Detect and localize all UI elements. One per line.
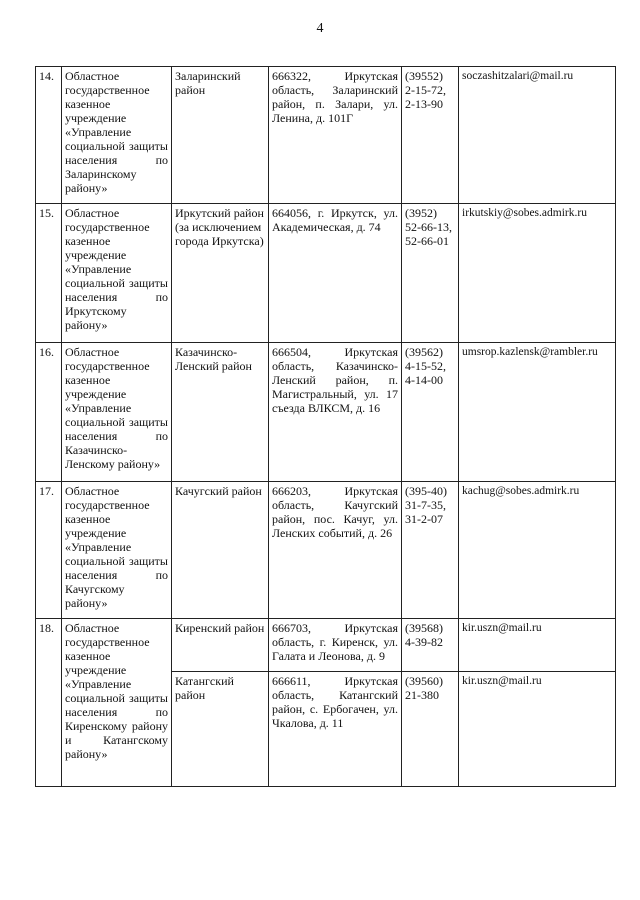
page-number: 4 <box>316 21 324 36</box>
phone: (39568) 4-39-82 <box>402 619 459 672</box>
row-number: 17. <box>36 482 62 619</box>
row-number: 16. <box>36 343 62 482</box>
row-number: 14. <box>36 67 62 204</box>
phone: (39552) 2-15-72, 2-13-90 <box>402 67 459 204</box>
organization-name: Областное государственное казенное учреждение «Управление социальной защиты населения по Иркутскому району» <box>62 204 172 343</box>
table-row <box>36 482 616 619</box>
district-name: Казачинско-Ленский район <box>172 343 269 482</box>
phone: (39562) 4-15-52, 4-14-00 <box>402 343 459 482</box>
district-name: Качугский район <box>172 482 269 619</box>
email: umsrop.kazlensk@rambler.ru <box>459 343 616 482</box>
district-name: Киренский район <box>172 619 269 672</box>
phone: (39560) 21-380 <box>402 672 459 787</box>
district-name: Заларинский район <box>172 67 269 204</box>
table-row <box>36 67 616 204</box>
email: irkutskiy@sobes.admirk.ru <box>459 204 616 343</box>
district-name: Катангский район <box>172 672 269 787</box>
row-number: 15. <box>36 204 62 343</box>
address: 666203, Иркутская область, Качугский район, пос. Качуг, ул. Ленских событий, д. 26 <box>269 482 402 619</box>
address: 666322, Иркутская область, Заларинский район, п. Залари, ул. Ленина, д. 101Г <box>269 67 402 204</box>
organization-name: Областное государственное казенное учреждение «Управление социальной защиты населения по Киренскому району и Катангскому району» <box>62 619 172 787</box>
organization-name: Областное государственное казенное учреждение «Управление социальной защиты населения по Качугскому району» <box>62 482 172 619</box>
address: 664056, г. Иркутск, ул. Академическая, д. 74 <box>269 204 402 343</box>
table-row <box>36 619 616 672</box>
address: 666611, Иркутская область, Катангский район, с. Ербогачен, ул. Чкалова, д. 11 <box>269 672 402 787</box>
organization-name: Областное государственное казенное учреждение «Управление социальной защиты населения по Заларинскому району» <box>62 67 172 204</box>
district-name: Иркутский район (за исключением города Иркутска) <box>172 204 269 343</box>
address: 666504, Иркутская область, Казачинско-Ленский район, п. Магистральный, ул. 17 съезда ВЛКСМ, д. 16 <box>269 343 402 482</box>
email: kir.uszn@mail.ru <box>459 672 616 787</box>
institutions-table <box>35 66 616 787</box>
table-row <box>36 204 616 343</box>
email: kachug@sobes.admirk.ru <box>459 482 616 619</box>
email: soczashitzalari@mail.ru <box>459 67 616 204</box>
email: kir.uszn@mail.ru <box>459 619 616 672</box>
organization-name: Областное государственное казенное учреждение «Управление социальной защиты населения по Казачинско-Ленскому району» <box>62 343 172 482</box>
phone: (395-40) 31-7-35, 31-2-07 <box>402 482 459 619</box>
row-number: 18. <box>36 619 62 787</box>
table-row <box>36 343 616 482</box>
phone: (3952) 52-66-13, 52-66-01 <box>402 204 459 343</box>
address: 666703, Иркутская область, г. Киренск, ул. Галата и Леонова, д. 9 <box>269 619 402 672</box>
